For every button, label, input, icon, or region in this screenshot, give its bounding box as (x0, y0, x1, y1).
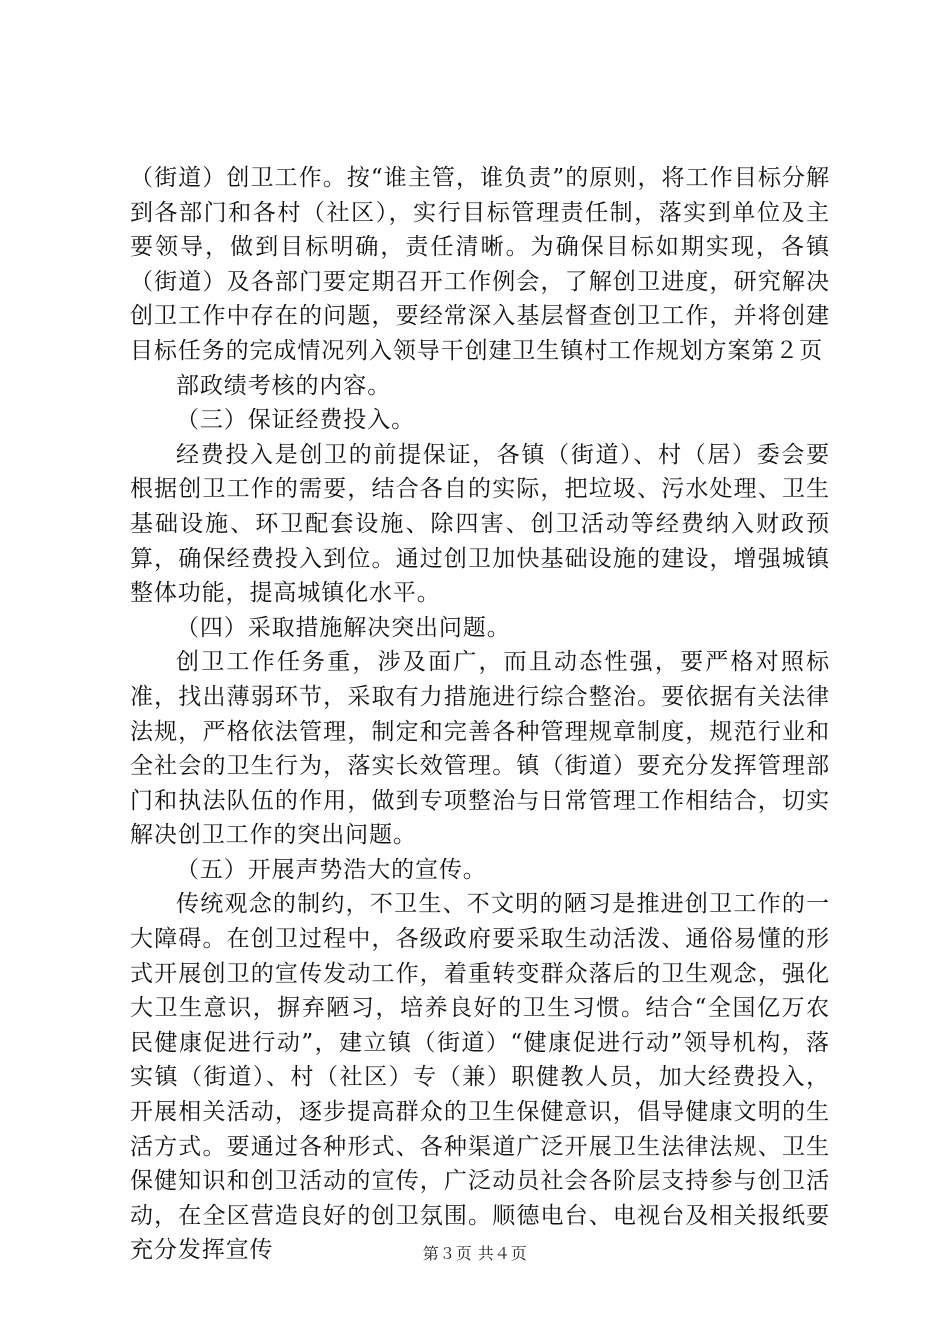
paragraph-continuation: （街道）创卫工作。按“谁主管，谁负责”的原则，将工作目标分解到各部门和各村（社区），实行目标管理责任制，落实到单位及主要领导，做到目标明确，责任清晰。为确保目标如期实现，各镇（街道）及各部门要定期召开工作例会，了解创卫进度，研究解决创卫工作中存在的问题，要经常深入基层督查创卫工作，并将创建目标任务的完成情况列入领导干创建卫生镇村工作规划方案第２页 (130, 165, 830, 364)
document-body (130, 161, 830, 1268)
page-footer: 第３页 共４页 (422, 1244, 528, 1263)
paragraph-continuation-end: 部政绩考核的内容。 (176, 372, 392, 399)
paragraph-publicity: 传统观念的制约，不卫生、不文明的陋习是推进创卫工作的一大障碍。在创卫过程中，各级政府要采取生动活泼、通俗易懂的形式开展创卫的宣传发动工作，着重转变群众落后的卫生观念，强化大卫生意识，摒弃陋习，培养良好的卫生习惯。结合“全国亿万农民健康促进行动”，建立镇（街道）“健康促进行动”领导机构，落实镇（街道）、村（社区）专（兼）职健教人员，加大经费投入，开展相关活动，逐步提高群众的卫生保健意识，倡导健康文明的生活方式。要通过各种形式、各种渠道广泛开展卫生法律法规、卫生保健知识和创卫活动的宣传，广泛动员社会各阶层支持参与创卫活动，在全区营造良好的创卫氛围。顺德电台、电视台及相关报纸要充分发挥宣传 (130, 891, 830, 1264)
paragraph-measures: 创卫工作任务重，涉及面广，而且动态性强，要严格对照标准，找出薄弱环节，采取有力措施进行综合整治。要依据有关法律法规，严格依法管理，制定和完善各种管理规章制度，规范行业和全社会的卫生行为，落实长效管理。镇（街道）要充分发挥管理部门和执法队伍的作用，做到专项整治与日常管理工作相结合，切实解决创卫工作的突出问题。 (130, 649, 830, 849)
section-heading-publicity: （五）开展声势浩大的宣传。 (176, 856, 487, 883)
paragraph-funding: 经费投入是创卫的前提保证，各镇（街道）、村（居）委会要根据创卫工作的需要，结合各自的实际，把垃圾、污水处理、卫生基础设施、环卫配套设施、除四害、创卫活动等经费纳入财政预算，确保经费投入到位。通过创卫加快基础设施的建设，增强城镇整体功能，提高城镇化水平。 (130, 441, 830, 607)
section-heading-funding: （三）保证经费投入。 (176, 407, 415, 434)
section-heading-measures: （四）采取措施解决突出问题。 (176, 614, 511, 641)
